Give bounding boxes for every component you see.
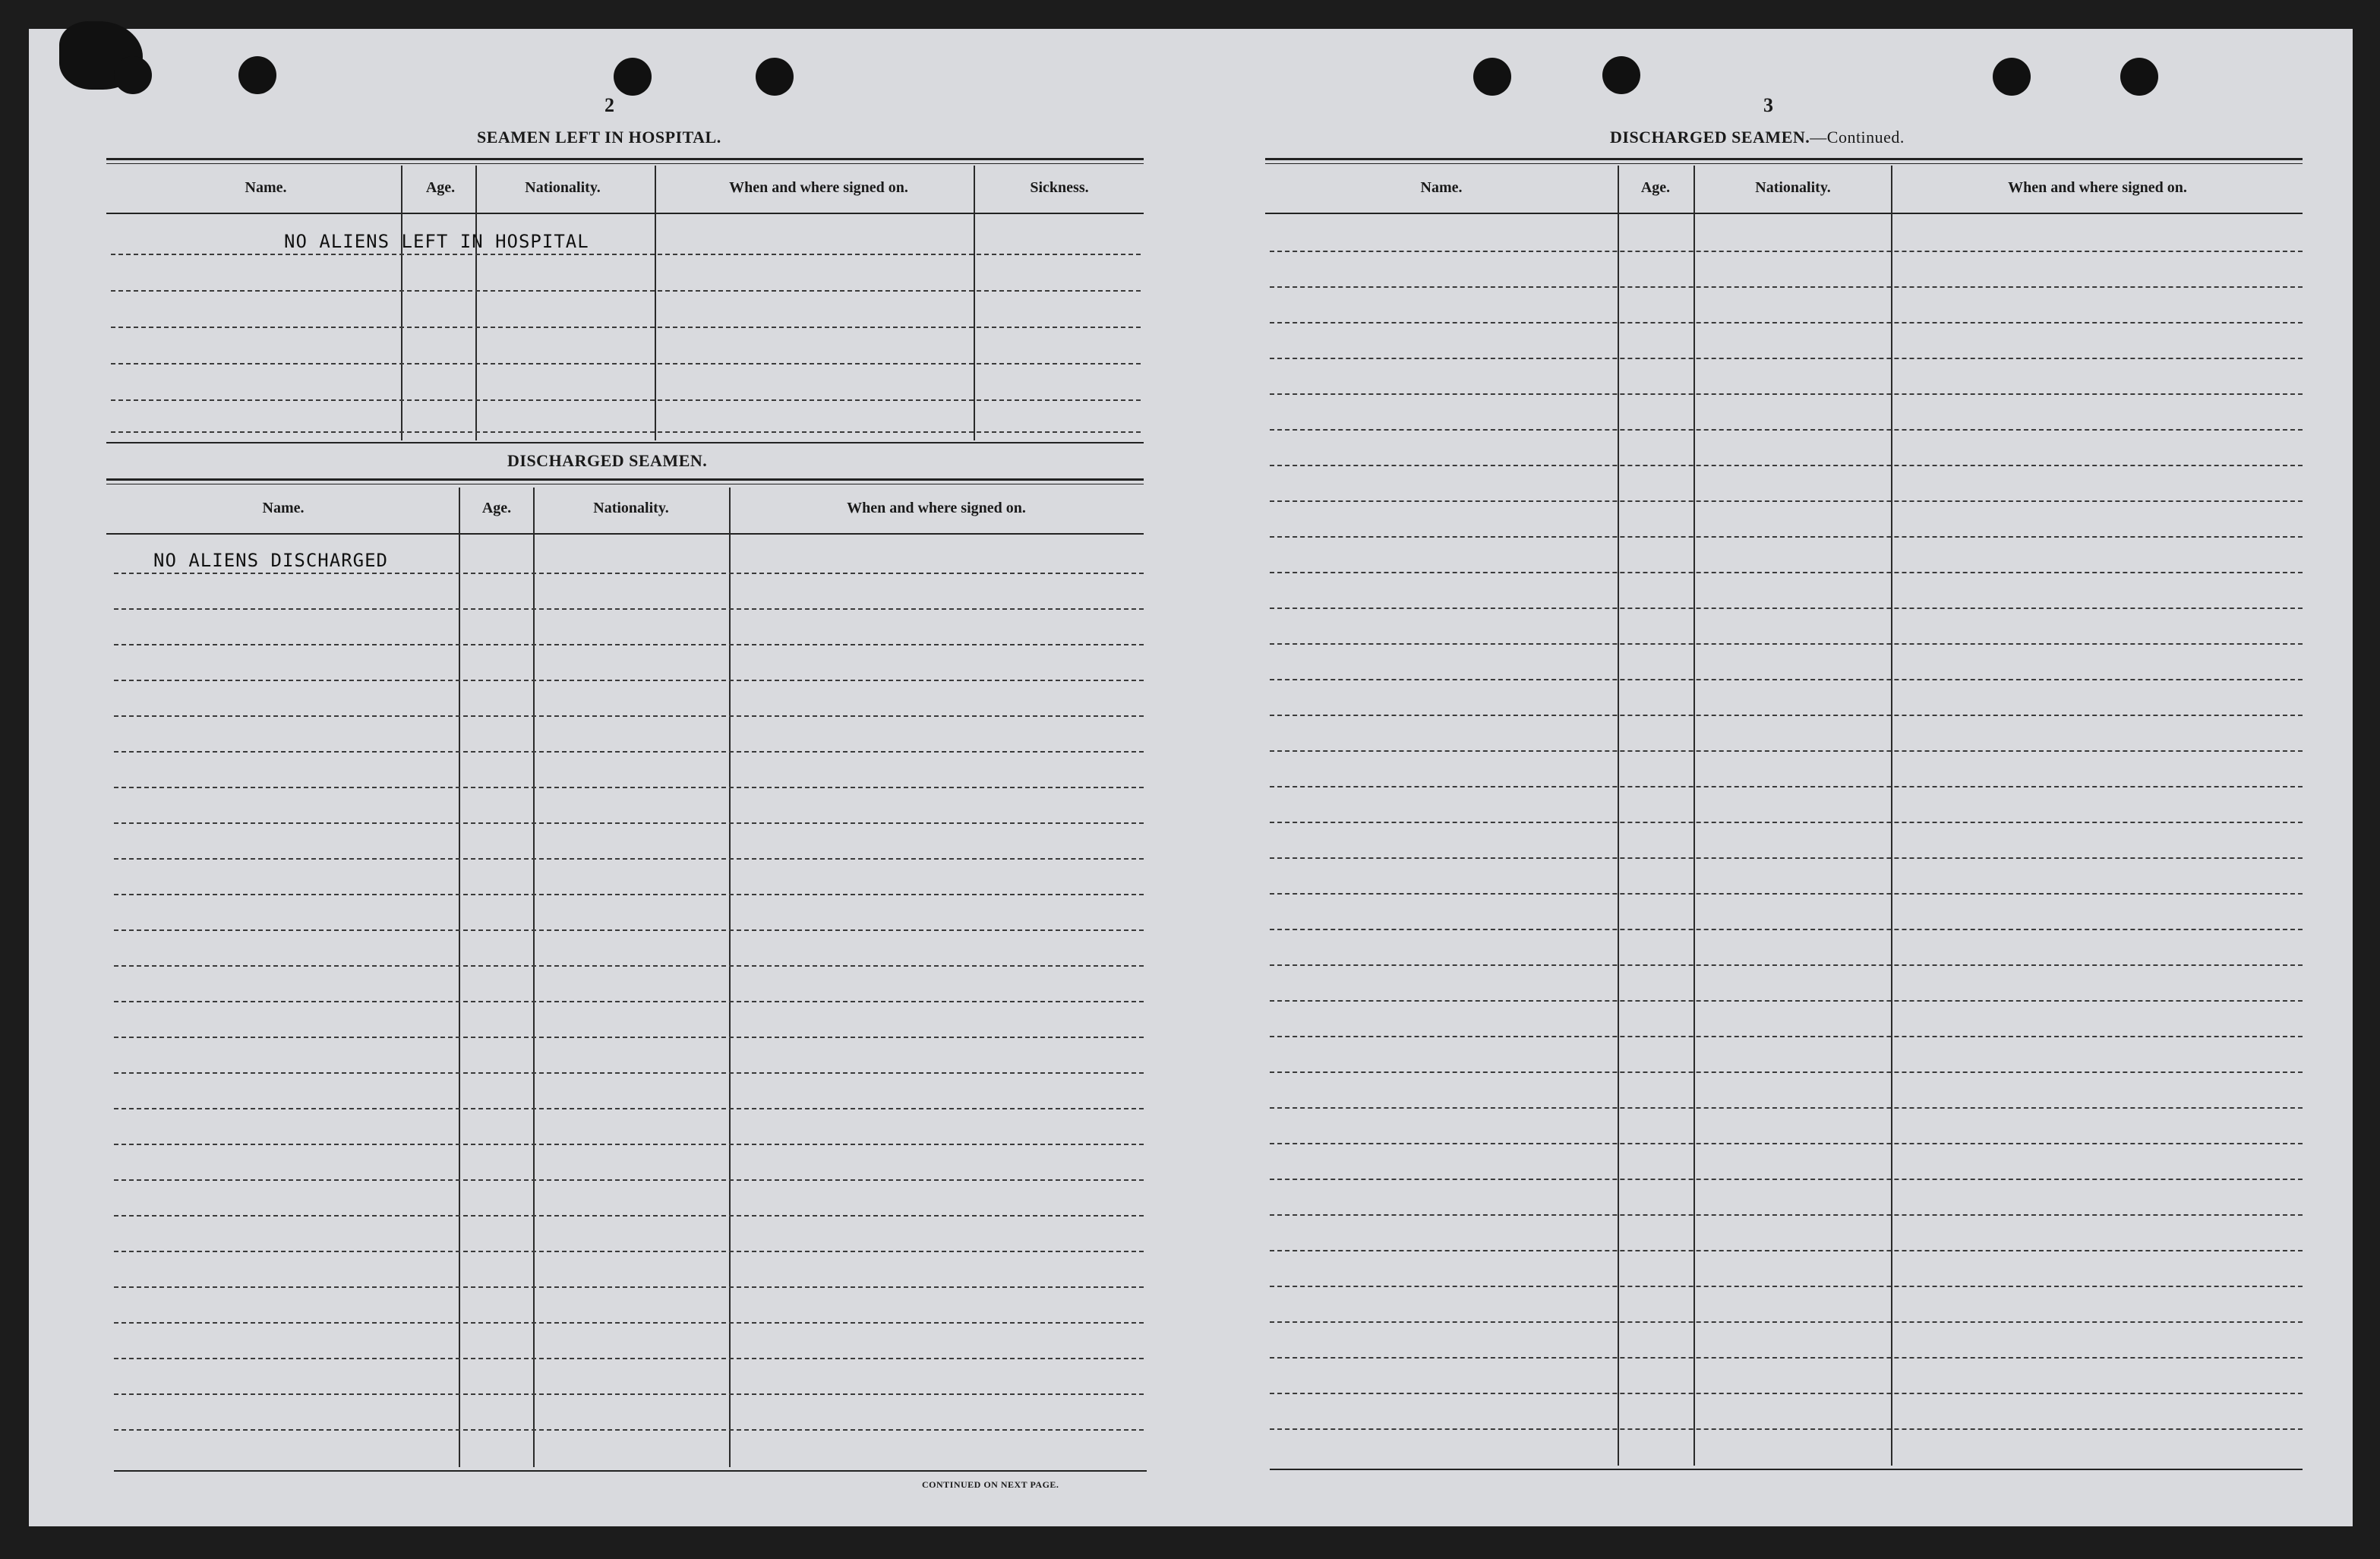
- continued-note: CONTINUED ON NEXT PAGE.: [922, 1479, 1059, 1490]
- entry-line: [1270, 679, 2303, 680]
- entry-line: [1270, 1179, 2303, 1180]
- entry-line: [114, 573, 1144, 574]
- col-signed-on: When and where signed on.: [729, 179, 908, 196]
- entry-line: [1270, 465, 2303, 466]
- entry-line: [111, 327, 1141, 328]
- entry-line: [114, 608, 1144, 610]
- entry-line: [1270, 1214, 2303, 1216]
- col-nationality: Nationality.: [1755, 179, 1831, 196]
- entry-line: [1270, 358, 2303, 359]
- entry-line: [1270, 643, 2303, 645]
- entry-line: [114, 1144, 1144, 1145]
- col-name: Name.: [262, 500, 305, 516]
- entry-line: [1270, 1000, 2303, 1002]
- entry-line: [114, 1286, 1144, 1288]
- entry-line: [114, 1393, 1144, 1395]
- entry-line: [1270, 536, 2303, 538]
- entry-line: [1270, 893, 2303, 895]
- entry-line: [114, 1072, 1144, 1074]
- right-title-suffix: —Continued.: [1810, 128, 1905, 147]
- hospital-bottom-rule: [106, 442, 1144, 443]
- entry-line: [114, 1001, 1144, 1002]
- right-top-rule: [1265, 158, 2303, 164]
- entry-line: [111, 254, 1141, 255]
- entry-line: [1270, 1428, 2303, 1430]
- entry-line: [114, 1037, 1144, 1038]
- right-header-rule: [1265, 213, 2303, 214]
- entry-line: [111, 431, 1141, 433]
- entry-line: [1270, 1286, 2303, 1287]
- entry-line: [1270, 786, 2303, 787]
- col-divider: [1618, 166, 1619, 1466]
- hospital-typed-entry: NO ALIENS LEFT IN HOSPITAL: [284, 231, 589, 252]
- entry-line: [1270, 322, 2303, 323]
- punch-hole: [1602, 56, 1640, 94]
- col-divider: [1693, 166, 1695, 1466]
- entry-line: [114, 715, 1144, 717]
- entry-line: [114, 1251, 1144, 1252]
- manifest-sheet: [29, 29, 2353, 1526]
- col-divider: [729, 488, 731, 1467]
- left-bottom-rule: [114, 1470, 1147, 1472]
- col-name: Name.: [245, 179, 287, 196]
- entry-line: [114, 894, 1144, 895]
- right-title-main: DISCHARGED SEAMEN.: [1610, 128, 1810, 147]
- hospital-header-rule: [106, 213, 1144, 214]
- discharged-section-title: DISCHARGED SEAMEN.: [507, 451, 708, 470]
- discharged-typed-entry: NO ALIENS DISCHARGED: [153, 550, 388, 571]
- discharged-header-rule: [106, 533, 1144, 535]
- entry-line: [114, 1179, 1144, 1181]
- entry-line: [1270, 750, 2303, 752]
- entry-line: [1270, 964, 2303, 966]
- col-age: Age.: [481, 500, 512, 516]
- entry-line: [114, 751, 1144, 753]
- entry-line: [111, 290, 1141, 292]
- punch-hole: [114, 56, 152, 94]
- entry-line: [114, 787, 1144, 788]
- entry-line: [1270, 393, 2303, 395]
- entry-line: [1270, 572, 2303, 573]
- entry-line: [1270, 429, 2303, 431]
- punch-hole: [614, 58, 652, 96]
- hospital-section-title: SEAMEN LEFT IN HOSPITAL.: [477, 128, 721, 147]
- col-name: Name.: [1420, 179, 1463, 196]
- col-divider: [1891, 166, 1892, 1466]
- entry-line: [114, 1322, 1144, 1324]
- col-age: Age.: [1640, 179, 1671, 196]
- entry-line: [1270, 286, 2303, 288]
- entry-line: [1270, 715, 2303, 716]
- entry-line: [114, 965, 1144, 967]
- entry-line: [1270, 251, 2303, 252]
- entry-line: [1270, 1357, 2303, 1359]
- right-section-title: [1610, 128, 1905, 147]
- entry-line: [1270, 1393, 2303, 1394]
- entry-line: [1270, 1143, 2303, 1144]
- entry-line: [1270, 1321, 2303, 1323]
- col-age: Age.: [425, 179, 456, 196]
- col-nationality: Nationality.: [525, 179, 601, 196]
- entry-line: [1270, 822, 2303, 823]
- entry-line: [114, 858, 1144, 860]
- entry-line: [1270, 1071, 2303, 1073]
- punch-hole: [1473, 58, 1511, 96]
- entry-line: [114, 644, 1144, 645]
- right-bottom-rule: [1270, 1469, 2303, 1470]
- entry-line: [114, 1358, 1144, 1359]
- hospital-top-rule: [106, 158, 1144, 164]
- entry-line: [1270, 608, 2303, 609]
- punch-hole: [2120, 58, 2158, 96]
- page-number-right: 3: [1763, 94, 1773, 116]
- entry-line: [1270, 857, 2303, 859]
- entry-line: [114, 929, 1144, 931]
- entry-line: [1270, 929, 2303, 930]
- discharged-top-rule: [106, 478, 1144, 484]
- entry-line: [114, 680, 1144, 681]
- entry-line: [114, 822, 1144, 824]
- entry-line: [1270, 1107, 2303, 1109]
- col-nationality: Nationality.: [593, 500, 669, 516]
- punch-hole: [1993, 58, 2031, 96]
- col-signed-on: When and where signed on.: [847, 500, 1026, 516]
- col-sickness: Sickness.: [1030, 179, 1089, 196]
- entry-line: [114, 1215, 1144, 1217]
- punch-hole: [238, 56, 276, 94]
- entry-line: [114, 1108, 1144, 1109]
- entry-line: [1270, 1250, 2303, 1251]
- page-number-left: 2: [604, 94, 614, 116]
- entry-line: [1270, 500, 2303, 502]
- col-divider: [533, 488, 535, 1467]
- entry-line: [111, 363, 1141, 365]
- punch-hole: [756, 58, 794, 96]
- entry-line: [1270, 1036, 2303, 1037]
- col-signed-on: When and where signed on.: [2008, 179, 2187, 196]
- col-divider: [459, 488, 460, 1467]
- entry-line: [111, 399, 1141, 401]
- entry-line: [114, 1429, 1144, 1431]
